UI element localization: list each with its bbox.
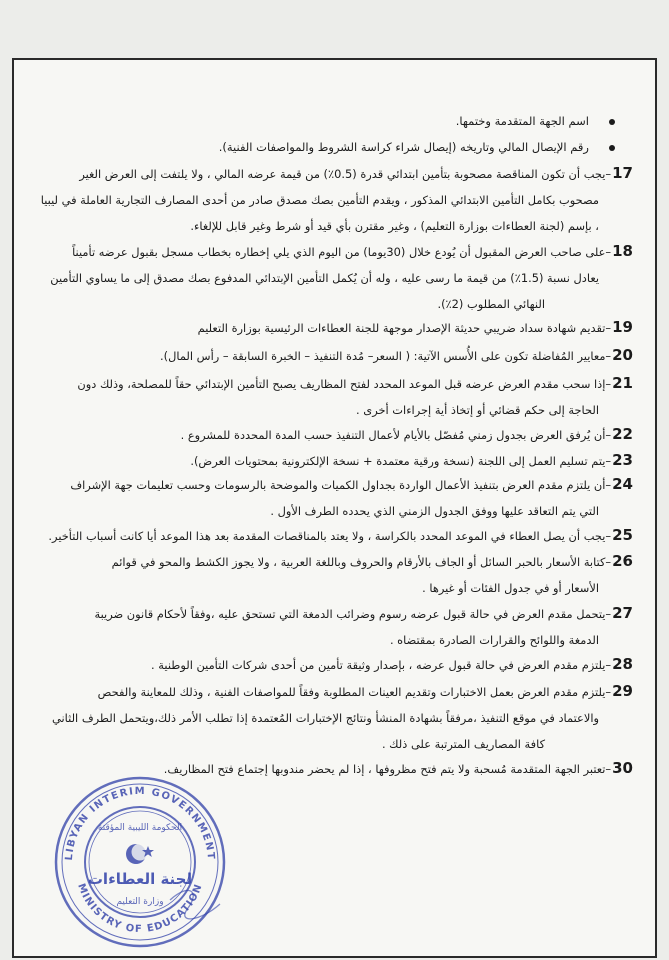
clause-number: 19 xyxy=(612,318,633,336)
clause-line: ، بإسم (لجنة العطاءات بوزارة التعليم) ، وغير مقترن بأي قيد أو شرط وغير قابل للإلغاء. xyxy=(190,219,599,233)
clause-number: 28 xyxy=(612,655,633,673)
clause-line: التي يتم التعاقد عليها ووفق الجدول الزمني الذي يحدده الطرف الأول . xyxy=(270,504,599,518)
clause-line: الدمغة واللوائح والقرارات الصادرة بمقتضاه . xyxy=(389,633,599,647)
clause-line: الحاجة إلى حكم قضائي أو إتخاذ أية إجراءات أخرى . xyxy=(356,403,599,417)
clause-line: النهائي المطلوب (2٪). xyxy=(437,297,545,311)
clause-line: الأسعار أو في جدول الفئات أو غيرها . xyxy=(422,581,599,595)
clause-line: –معايير المُفاضلة تكون على الأُسس الآتية: ( السعر– مُدة التنفيذ – الخبرة السابقة – رأس المال). xyxy=(160,349,612,363)
stamp-seal-icon xyxy=(50,772,230,952)
bullet-dot-icon xyxy=(609,119,615,125)
bullet-item xyxy=(54,113,589,130)
clause-number: 27 xyxy=(612,604,633,622)
clause-18 xyxy=(34,238,633,317)
clause-number: 18 xyxy=(612,242,633,260)
clause-number: 20 xyxy=(612,346,633,364)
clause-number: 17 xyxy=(612,164,633,182)
clause-line: –كتابة الأسعار بالحبر السائل أو الجاف بالأرقام والحروف وباللغة العربية ، ولا يجوز الكشط والمحو في قوائم xyxy=(111,555,612,569)
clause-line: –يجب أن تكون المناقصة مصحوبة بتأمين ابتدائي قدرة (0.5٪) من قيمة عرضه المالي ، ولا يلتفت إلى العرض الغير xyxy=(79,167,612,181)
clause-line: –يجب أن يصل العطاء في الموعد المحدد بالكراسة ، ولا يعتد بالمناقصات المقدمة بعد هذا الموعد أيا كانت أسباب التأخير. xyxy=(48,529,612,543)
clause-number: 22 xyxy=(612,425,633,443)
clause-line: –إذا سحب مقدم العرض عرضه قبل الموعد المحدد لفتح المظاريف يصبح التأمين الإبتدائي حقاً للمصلحة، وذلك دون xyxy=(77,377,612,391)
clause-29 xyxy=(34,678,633,757)
clause-number: 23 xyxy=(612,451,633,469)
clause-number: 25 xyxy=(612,526,633,544)
clause-number: 30 xyxy=(612,759,633,777)
clause-line: –يتم تسليم العمل إلى اللجنة (نسخة ورقية معتمدة + نسخة الإلكترونية بمحتويات العرض). xyxy=(190,454,612,468)
clause-line: –يتحمل مقدم العرض في حالة قبول عرضه رسوم وضرائب الدمغة التي تستحق عليه ،وفقاً لأحكام قانون ضريبة xyxy=(94,607,612,621)
official-stamp xyxy=(50,772,230,952)
bullet-text: رقم الإيصال المالي وتاريخه (إيصال شراء كراسة الشروط والمواصفات الفنية). xyxy=(218,140,589,154)
stamp-arabic-bottom: وزارة التعليم xyxy=(116,897,164,907)
clause-number: 29 xyxy=(612,682,633,700)
clause-20 xyxy=(34,342,633,369)
clause-line: –أن يُرفق العرض بجدول زمني مُفصّل بالأيام لأعمال التنفيذ حسب المدة المحددة للمشروع . xyxy=(180,428,612,442)
clause-line: يعادل نسبة (1.5٪) من قيمة ما رسى عليه ، وله أن يُكمل التأمين الإبتدائي المدفوع بصك مصدق إلى ما يساوي التأمين xyxy=(50,271,599,285)
clause-27 xyxy=(34,600,633,653)
stamp-center-label: لجنة العطاءات xyxy=(87,870,193,888)
stamp-outer-text-bottom: MINISTRY OF EDUCATION xyxy=(75,882,205,936)
stamp-outer-text: LIBYAN INTERIM GOVERNMENT xyxy=(63,785,217,861)
clause-24 xyxy=(34,471,633,524)
clause-line: –يلتزم مقدم العرض في حالة قبول عرضه ، بإصدار وثيقة تأمين من أحدى شركات التأمين الوطنية . xyxy=(151,658,612,672)
clause-17 xyxy=(34,160,633,239)
bullet-item xyxy=(54,139,589,156)
clause-line: –على صاحب العرض المقبول أن يُودع خلال (30يوما) من اليوم الذي يلي إخطاره بخطاب مسجل بقبول عرضه تأميناً xyxy=(72,245,612,259)
clause-22 xyxy=(34,421,633,448)
clause-line: –يلتزم مقدم العرض بعمل الاختبارات وتقديم العينات المطلوبة وفقاً للمواصفات الفنية ، وذلك للمعاينة والفحص xyxy=(97,685,612,699)
clause-number: 24 xyxy=(612,475,633,493)
bullet-text: اسم الجهة المتقدمة وختمها. xyxy=(455,114,589,128)
clause-line: والاعتماد في موقع التنفيذ ،مرفقاً بشهادة المنشأ ونتائج الإختبارات المُعتمدة إذا تطلب الأمر ذلك،ويتحمل الطرف الثاني xyxy=(52,711,599,725)
clause-line: –أن يلتزم مقدم العرض بتنفيذ الأعمال الواردة بجداول الكميات والموضحة بالرسومات وحسب تعليمات جهة الإشراف xyxy=(70,478,612,492)
stamp-arabic-top: الحكومة الليبية المؤقتة xyxy=(97,823,183,833)
clause-number: 26 xyxy=(612,552,633,570)
clause-26 xyxy=(34,548,633,601)
clause-line: –تعتبر الجهة المتقدمة مُسحبة ولا يتم فتح مظروفها ، إذا لم يحضر مندوبها إجتماع فتح المظاريف. xyxy=(163,762,612,776)
document-page xyxy=(12,58,657,958)
clause-23 xyxy=(34,447,633,474)
clause-21 xyxy=(34,370,633,423)
clause-25 xyxy=(34,522,633,549)
clause-line: كافة المصاريف المترتبة على ذلك . xyxy=(381,737,545,751)
clause-line: مصحوب بكامل التأمين الابتدائي المذكور ، ويقدم التأمين بصك مصدق صادر من أحدى المصارف التجارية العاملة في ليبيا xyxy=(40,193,599,207)
clause-28 xyxy=(34,651,633,678)
clause-19 xyxy=(34,314,633,341)
clause-line: –تقديم شهادة سداد ضريبي حديثة الإصدار موجهة للجنة العطاءات الرئيسية بوزارة التعليم xyxy=(197,321,612,335)
clause-number: 21 xyxy=(612,374,633,392)
bullet-dot-icon xyxy=(609,145,615,151)
